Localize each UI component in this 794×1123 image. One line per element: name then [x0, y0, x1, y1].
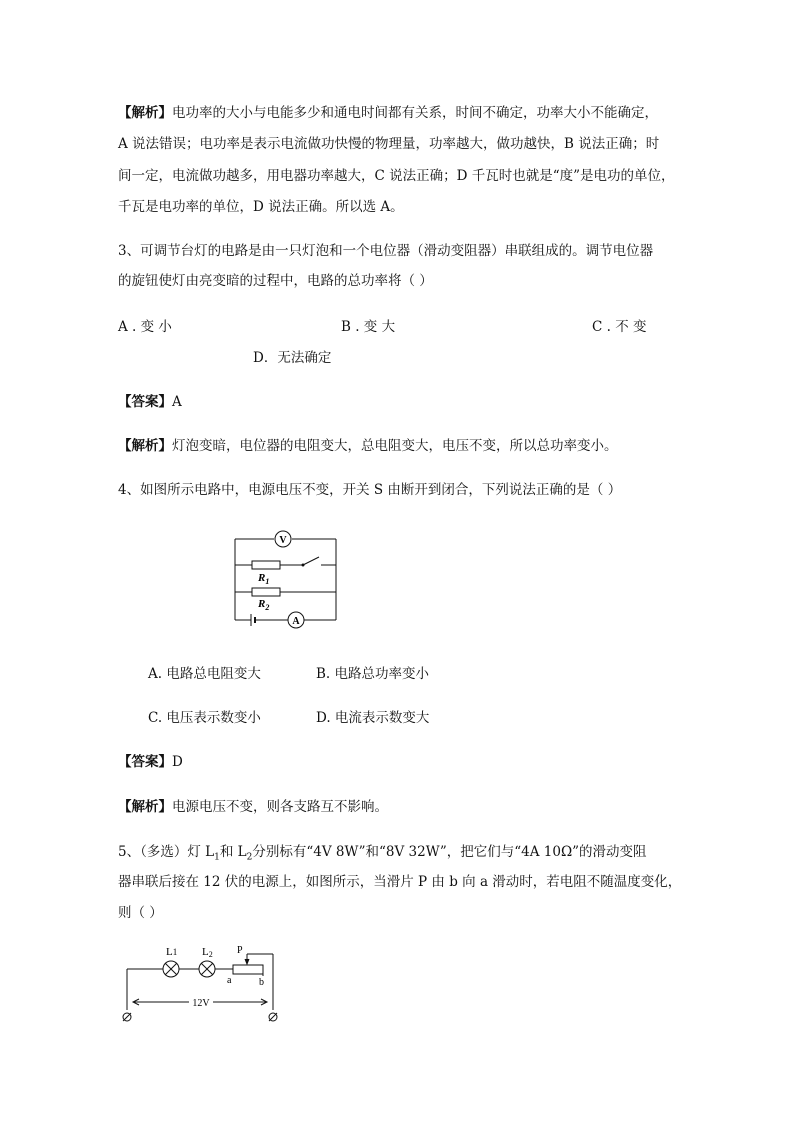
analysis-tag: 【解析】	[118, 105, 172, 121]
q4-analysis	[118, 797, 388, 817]
subscript: 1	[214, 852, 220, 863]
q5-stem-part: 分别标有“4V 8W”和“8V 32W”，把它们与“4A 10Ω”的滑动变阻	[252, 844, 647, 860]
q2-analysis-line-4: 千瓦是电功率的单位，D 说法正确。所以选 A。	[118, 199, 404, 215]
analysis-text: 电功率的大小与电能多少和通电时间都有关系，时间不确定，功率大小不能确定，	[172, 105, 658, 121]
q3-option-c: C . 不 变	[592, 319, 647, 335]
q5-stem-part: 5、（多选）灯 L	[118, 844, 215, 860]
r2-label	[257, 598, 269, 612]
ammeter-label: A	[292, 616, 300, 627]
terminal-a-label: a	[227, 975, 232, 986]
q2-analysis-line-2: A 说法错误；电功率是表示电流做功快慢的物理量，功率越大，做功越快，B 说法正确；时	[118, 136, 660, 152]
voltage-label: 12V	[192, 998, 210, 1009]
q5-stem-part: 和 L	[219, 844, 247, 860]
l1-letter: L	[166, 946, 173, 958]
q3-option-b: B . 变 大	[341, 319, 396, 335]
analysis-text: 电源电压不变，则各支路互不影响。	[172, 799, 388, 815]
q4-option-a: A. 电路总电阻变大	[148, 666, 261, 682]
r1-label	[257, 572, 269, 586]
l2-letter: L	[202, 946, 209, 958]
r1-sub: 1	[265, 577, 270, 586]
analysis-tag: 【解析】	[118, 438, 172, 454]
r1-letter: R	[258, 572, 266, 584]
analysis-tag: 【解析】	[118, 799, 172, 815]
q5-stem-line-3: 则（ ）	[118, 905, 163, 921]
q5-circuit-diagram	[115, 940, 290, 1030]
l2-sub: 2	[208, 950, 213, 959]
q4-option-b: B. 电路总功率变小	[316, 666, 430, 682]
voltmeter-label: V	[279, 535, 287, 546]
q3-analysis	[118, 436, 618, 456]
answer-tag: 【答案】	[118, 394, 172, 410]
q4-circuit-diagram	[225, 522, 350, 632]
r2-letter: R	[258, 598, 266, 610]
q2-analysis-line-3: 间一定，电流做功越多，用电器功率越大，C 说法正确；D 千瓦时也就是“度”是电功的单位，	[118, 168, 675, 184]
r2-sub: 2	[265, 603, 270, 612]
q4-option-c: C. 电压表示数变小	[148, 710, 261, 726]
q3-answer	[118, 392, 182, 412]
q3-option-d: D．无法确定	[253, 350, 332, 366]
q5-stem-line-2: 器串联后接在 12 伏的电源上，如图所示，当滑片 P 由 b 向 a 滑动时，若电阻不随温度变化，	[118, 874, 682, 890]
q4-stem: 4、如图所示电路中，电源电压不变，开关 S 由断开到闭合，下列说法正确的是（ ）	[118, 482, 622, 498]
q4-answer	[118, 752, 183, 772]
slider-p-label: P	[237, 945, 243, 956]
l1-label	[166, 946, 177, 958]
subscript: 2	[246, 852, 253, 863]
terminal-b-label: b	[259, 977, 264, 988]
q4-option-d: D. 电流表示数变大	[316, 710, 430, 726]
l1-sub: 1	[172, 947, 178, 957]
q2-analysis-line-1	[118, 103, 658, 123]
q3-stem-line-2: 的旋钮使灯由亮变暗的过程中，电路的总功率将（ ）	[118, 273, 433, 289]
q3-option-a: A . 变 小	[118, 319, 172, 335]
l2-label	[202, 946, 213, 959]
q5-stem-line-1	[118, 842, 647, 868]
analysis-text: 灯泡变暗，电位器的电阻变大，总电阻变大，电压不变，所以总功率变小。	[172, 438, 618, 454]
answer-tag: 【答案】	[118, 754, 172, 770]
answer-value: D	[172, 754, 183, 770]
q3-stem-line-1: 3、可调节台灯的电路是由一只灯泡和一个电位器（滑动变阻器）串联组成的。调节电位器	[118, 243, 654, 259]
answer-value: A	[172, 394, 182, 410]
